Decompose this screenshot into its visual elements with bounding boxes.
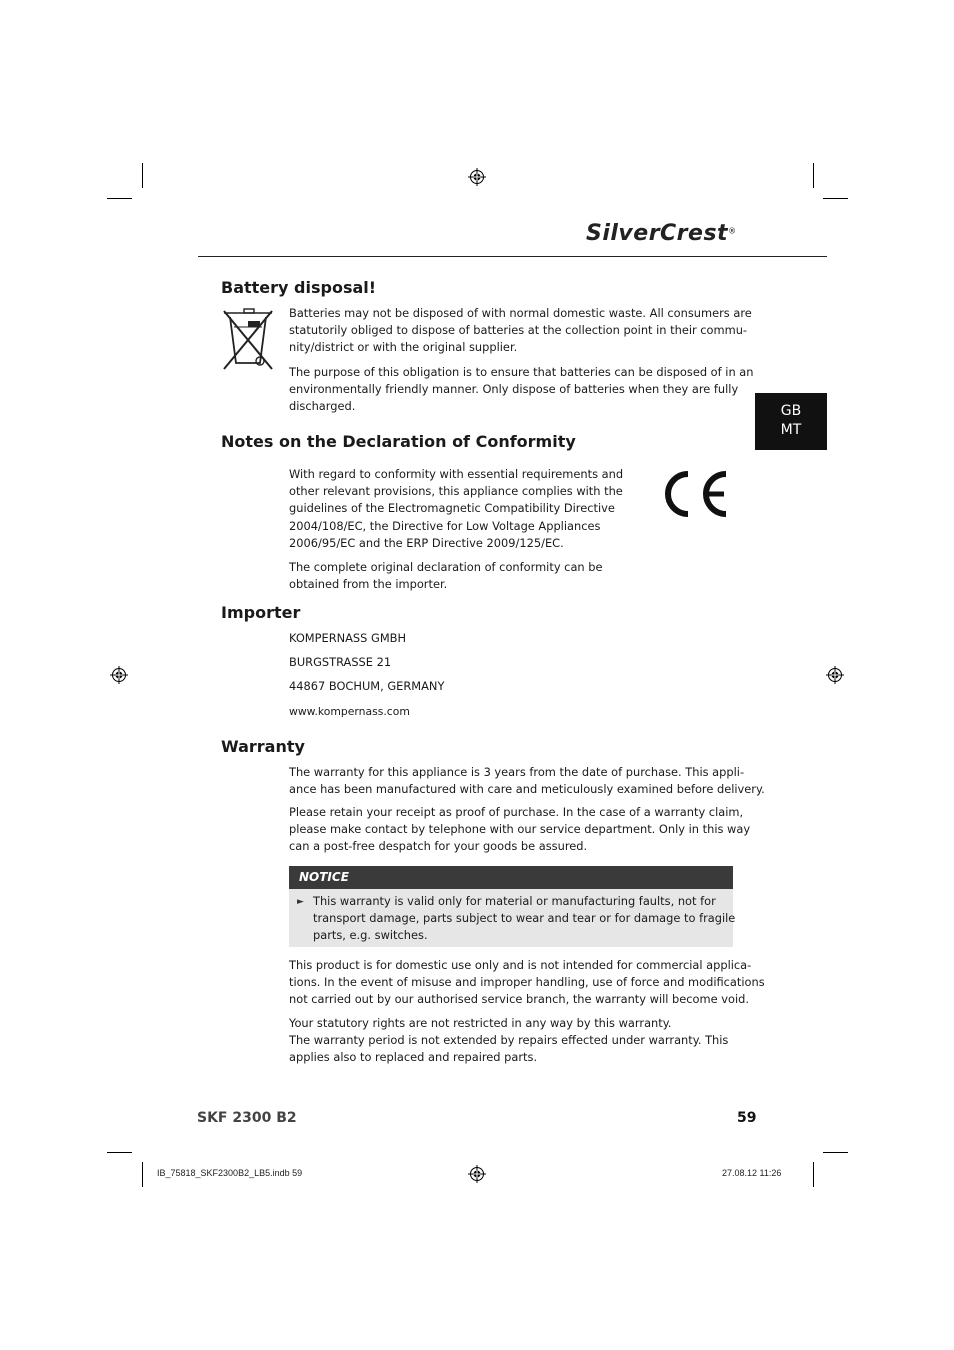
text-line: other relevant provisions, this appliance complies with the (289, 484, 623, 499)
text-line: 2004/108/EC, the Directive for Low Voltage Appliances (289, 518, 601, 533)
text-line: 2006/95/EC and the ERP Directive 2009/125/EC. (289, 535, 564, 550)
text-line: ance has been manufactured with care and meticulously examined before delivery. (289, 782, 765, 797)
text-line: parts, e.g. switches. (313, 928, 428, 943)
registration-mark-icon (468, 168, 486, 186)
notice-box (289, 866, 736, 947)
text-line: please make contact by telephone with our service department. Only in this way (289, 822, 751, 837)
header-rule (198, 256, 827, 257)
text-line: The complete original declaration of conformity can be (289, 560, 603, 574)
text-line: The warranty period is not extended by repairs effected under warranty. This (289, 1033, 729, 1048)
logo-text: SilverCrest (586, 221, 729, 246)
language-mt: MT (780, 422, 802, 438)
crop-mark (813, 1162, 814, 1187)
text-line: This warranty is valid only for material or manufacturing faults, not for (313, 894, 716, 908)
arrow-right-icon: ► (297, 897, 304, 907)
ce-mark-icon (658, 468, 730, 520)
crop-mark (823, 198, 848, 199)
warranty-paragraph-1 (289, 764, 765, 798)
text-line: discharged. (289, 399, 356, 414)
text-line: The purpose of this obligation is to ensure that batteries can be disposed of in an (289, 365, 754, 379)
text-line: tions. In the event of misuse and improper handling, use of force and modifications (289, 975, 765, 990)
text-line: The warranty for this appliance is 3 years from the date of purchase. This appli- (289, 765, 745, 779)
text-line: guidelines of the Electromagnetic Compatibility Directive (289, 501, 615, 516)
footer-model: SKF 2300 B2 (197, 1110, 297, 1126)
brand-logo (586, 221, 752, 251)
text-line: transport damage, parts subject to wear and tear or for damage to fragile (313, 911, 736, 926)
importer-city (289, 678, 444, 695)
slug-date: 27.08.12 11:26 (722, 1168, 782, 1178)
text-line: 44867 BOCHUM, GERMANY (289, 679, 445, 693)
registration-mark-icon (826, 666, 844, 684)
section-title-conformity: Notes on the Declaration of Conformity (221, 432, 576, 451)
crop-mark (107, 1152, 132, 1153)
battery-paragraph-1 (289, 305, 752, 357)
crop-mark (142, 163, 143, 188)
warranty-paragraph-2 (289, 804, 750, 856)
notice-heading: NOTICE (289, 866, 733, 889)
text-line: can a post-free despatch for your goods be assured. (289, 839, 588, 854)
language-tab (755, 393, 827, 450)
crossed-bin-icon (220, 307, 276, 373)
text-line: Batteries may not be disposed of with normal domestic waste. All consumers are (289, 306, 752, 320)
importer-website (289, 703, 410, 720)
text-line: obtained from the importer. (289, 577, 448, 592)
page-number: 59 (737, 1110, 757, 1126)
text-line: environmentally friendly manner. Only dispose of batteries when they are fully (289, 382, 739, 397)
text-line: With regard to conformity with essential requirements and (289, 467, 624, 481)
registered-mark: ® (728, 226, 737, 236)
section-title-importer: Importer (221, 603, 301, 622)
conformity-paragraph-2 (289, 559, 603, 593)
text-line: KOMPERNASS GMBH (289, 631, 407, 645)
battery-paragraph-2 (289, 364, 754, 416)
text-line: Your statutory rights are not restricted in any way by this warranty. (289, 1016, 672, 1030)
text-line: statutorily obliged to dispose of batteries at the collection point in their commu- (289, 323, 748, 338)
text-line: applies also to replaced and repaired parts. (289, 1050, 538, 1065)
importer-company (289, 630, 406, 647)
registration-mark-icon (110, 666, 128, 684)
text-line: This product is for domestic use only and is not intended for commercial applica- (289, 958, 752, 972)
warranty-paragraph-4 (289, 1015, 728, 1067)
text-line: www.kompernass.com (289, 705, 410, 718)
text-line: not carried out by our authorised service branch, the warranty will become void. (289, 992, 749, 1007)
registration-mark-icon (468, 1165, 486, 1183)
slug-filename: IB_75818_SKF2300B2_LB5.indb 59 (157, 1168, 303, 1178)
importer-street (289, 654, 391, 671)
crop-mark (107, 198, 132, 199)
text-line: Please retain your receipt as proof of purchase. In the case of a warranty claim, (289, 805, 744, 819)
crop-mark (813, 163, 814, 188)
text-line: nity/district or with the original supplier. (289, 340, 518, 355)
warranty-paragraph-3 (289, 957, 765, 1009)
crop-mark (142, 1162, 143, 1187)
crop-mark (823, 1152, 848, 1153)
section-title-warranty: Warranty (221, 737, 305, 756)
language-gb: GB (780, 403, 802, 419)
text-line: BURGSTRASSE 21 (289, 655, 392, 669)
notice-text (313, 893, 735, 945)
section-title-battery: Battery disposal! (221, 278, 377, 297)
conformity-paragraph-1 (289, 466, 623, 552)
